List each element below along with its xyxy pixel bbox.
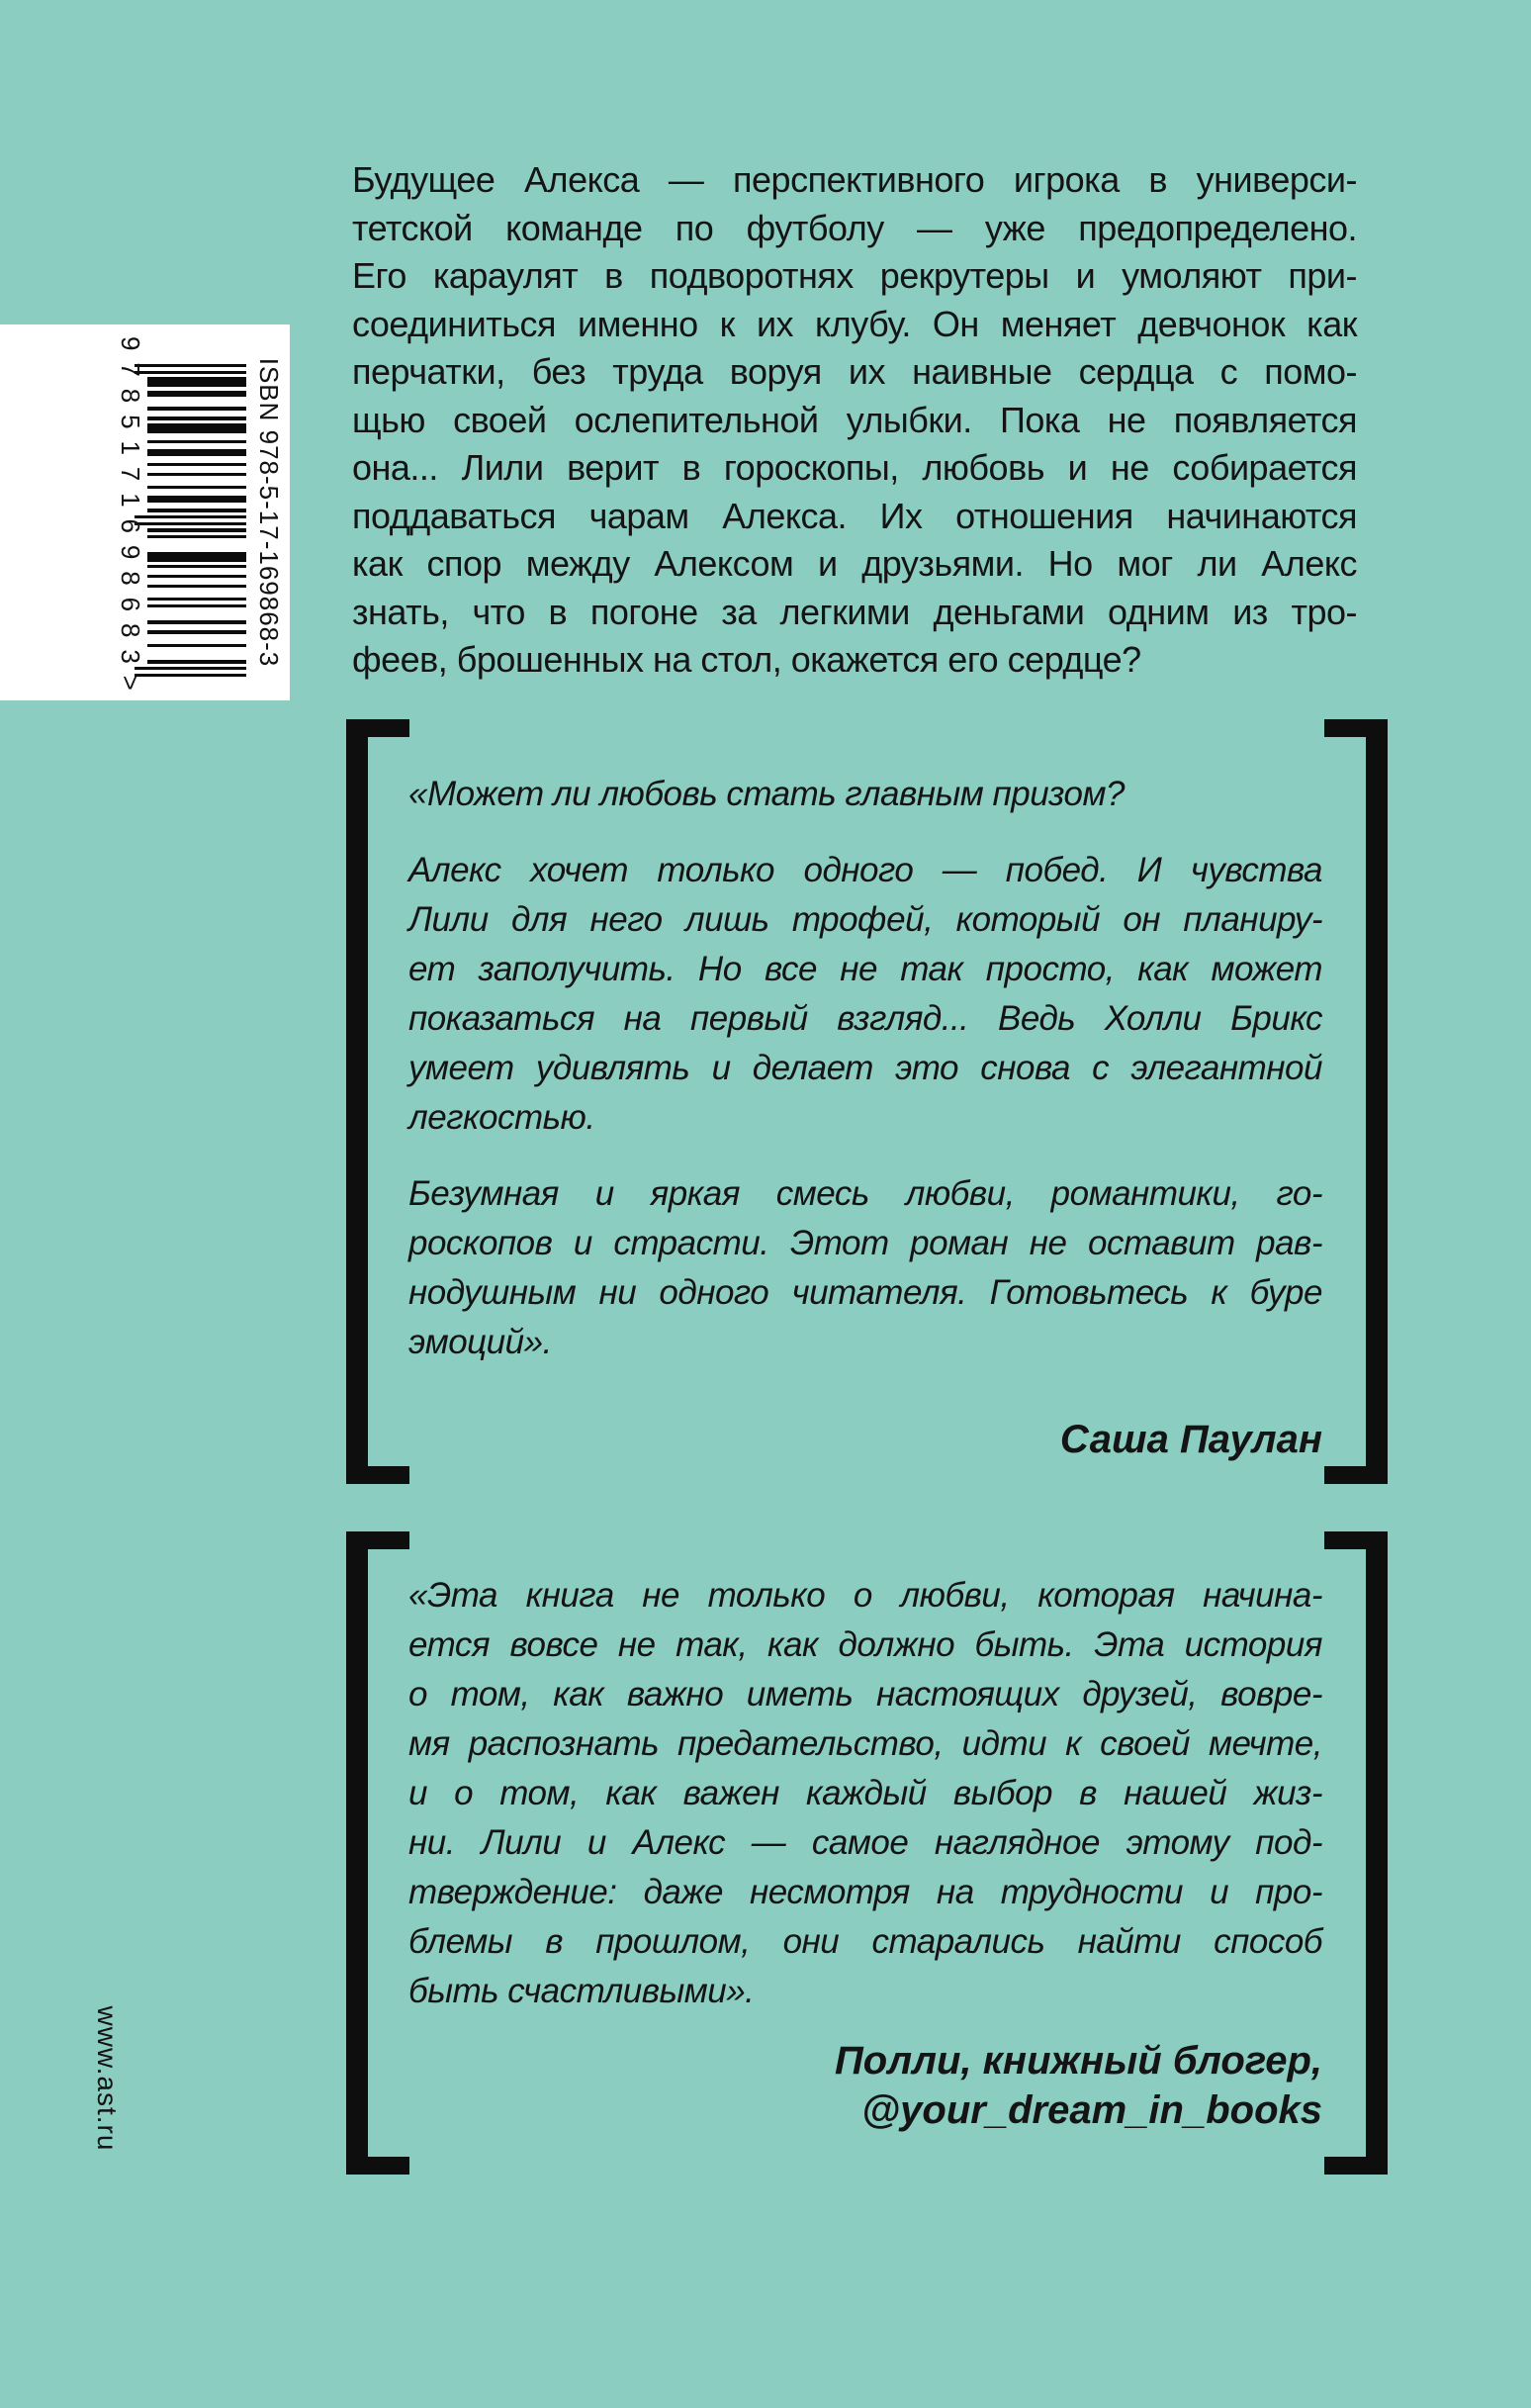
quote-paragraph [408, 1571, 1322, 2016]
text-line: о том, как важно иметь настоящих друзей, вовре- [408, 1675, 1322, 1713]
text-line: быть счастливыми». [408, 1972, 755, 2010]
barcode-bar [147, 630, 246, 633]
quote2-text [408, 1571, 1322, 2135]
barcode-rotated-content [0, 324, 290, 700]
barcode-bar [135, 667, 246, 670]
barcode-bar [147, 417, 246, 419]
barcode-block [0, 324, 290, 700]
text-line: «Эта книга не только о любви, которая начина- [408, 1576, 1322, 1615]
text-line: щью своей ослепительной улыбки. Пока не появляется [352, 399, 1357, 440]
text-line: Алекс хочет только одного — побед. И чувства [408, 851, 1322, 889]
text-line: Его караулят в подворотнях рекрутеры и умоляют при- [352, 255, 1357, 296]
quote1-paragraphs [408, 770, 1322, 1367]
text-line: как спор между Алексом и друзьями. Но мог ли Алекс [352, 543, 1357, 584]
text-line: блемы в прошлом, они старались найти способ [408, 1922, 1322, 1961]
barcode-bar [147, 552, 246, 562]
barcode-bar [147, 660, 246, 663]
text-line: соединиться именно к их клубу. Он меняет девчонок как [352, 303, 1357, 344]
text-line: и о том, как важен каждый выбор в нашей жиз- [408, 1774, 1322, 1812]
barcode-bar [147, 575, 246, 578]
barcode-digit: 3 [116, 649, 145, 664]
quote1-text [408, 770, 1322, 1464]
quote2-attribution [408, 2036, 1322, 2135]
text-line: «Может ли любовь стать главным призом? [408, 775, 1125, 813]
barcode-bar [135, 364, 246, 367]
barcode-bar [147, 598, 246, 601]
text-line: ется вовсе не так, как должно быть. Эта история [408, 1625, 1322, 1664]
barcode-bar [147, 449, 246, 456]
text-line: поддаваться чарам Алекса. Их отношения начинаются [352, 495, 1357, 536]
barcode-bar [147, 565, 246, 568]
barcode-digit: 6 [116, 597, 145, 612]
barcode-bar [147, 585, 246, 588]
barcode-bar [147, 496, 246, 503]
text-line: нодушным ни одного читателя. Готовьтесь к буре [408, 1273, 1322, 1312]
attribution-line: Полли, книжный блогер, [835, 2039, 1322, 2083]
text-line: мя распознать предательство, идти к своей мечте, [408, 1724, 1322, 1763]
barcode-digit: 7 [116, 466, 145, 482]
barcode-bar [135, 522, 246, 525]
barcode-bar [147, 377, 246, 387]
quote-paragraph [408, 846, 1322, 1143]
barcode-bars [132, 364, 246, 677]
barcode-bar [147, 604, 246, 607]
text-line: тверждение: даже несмотря на трудности и про- [408, 1873, 1322, 1911]
website-url: www.ast.ru [92, 2005, 123, 2152]
barcode-bar [147, 407, 246, 410]
barcode-bar [147, 391, 246, 398]
text-line: Будущее Алекса — перспективного игрока в универси- [352, 159, 1357, 200]
barcode-bar [135, 515, 246, 518]
quote2-paragraphs [408, 1571, 1322, 2016]
barcode-bar [135, 371, 246, 374]
text-line: ет заполучить. Но все не так просто, как может [408, 950, 1322, 988]
text-line: Безумная и яркая смесь любви, романтики, го- [408, 1174, 1322, 1213]
barcode-bar [147, 620, 246, 623]
barcode-digit: 7 [116, 362, 145, 377]
barcode-bar [147, 528, 246, 531]
text-line: знать, что в погоне за легкими деньгами одним из тро- [352, 591, 1357, 632]
isbn-label: ISBN 978-5-17-169868-3 [254, 357, 284, 668]
text-line: эмоций». [408, 1323, 552, 1361]
barcode-digit: 8 [116, 571, 145, 586]
barcode-bar [147, 463, 246, 466]
text-line: показаться на первый взгляд... Ведь Холли Брикс [408, 999, 1322, 1038]
barcode-digit: 1 [116, 440, 145, 455]
barcode-digit: 8 [116, 388, 145, 404]
barcode-digit: > [116, 675, 145, 691]
text-line: перчатки, без труда воруя их наивные сердца с помо- [352, 351, 1357, 392]
barcode-digit: 9 [116, 336, 145, 351]
barcode-digits [115, 336, 145, 691]
barcode-bar [147, 535, 246, 538]
text-line: умеет удивлять и делает это снова с элегантной [408, 1049, 1322, 1087]
barcode-digit: 5 [116, 415, 145, 429]
barcode-bar [147, 473, 246, 476]
barcode-digit: 8 [116, 622, 145, 638]
barcode-bar [147, 440, 246, 443]
text-line: тетской команде по футболу — уже предопределено. [352, 207, 1357, 248]
barcode-digit: 6 [116, 518, 145, 533]
quote1-attribution: Саша Паулан [1059, 1418, 1322, 1461]
barcode-bar [135, 674, 246, 677]
text-line: феев, брошенных на стол, окажется его сердце? [352, 639, 1141, 680]
annotation-text [352, 156, 1357, 685]
quote-paragraph [408, 1169, 1322, 1367]
barcode-bar [147, 644, 246, 647]
attribution-line: @your_dream_in_books [861, 2088, 1322, 2132]
barcode-digit: 9 [116, 544, 145, 560]
barcode-digit: 1 [116, 493, 145, 508]
text-line: Лили для него лишь трофей, который он планиру- [408, 900, 1322, 939]
quote-paragraph [408, 770, 1322, 819]
barcode-bar [147, 509, 246, 511]
barcode-bar [147, 486, 246, 489]
text-line: ни. Лили и Алекс — самое наглядное этому под- [408, 1823, 1322, 1862]
text-line: легкостью. [408, 1098, 595, 1137]
text-line: роскопов и страсти. Этот роман не оставит рав- [408, 1224, 1322, 1262]
barcode-bar [147, 423, 246, 433]
text-line: она... Лили верит в гороскопы, любовь и не собирается [352, 447, 1357, 488]
